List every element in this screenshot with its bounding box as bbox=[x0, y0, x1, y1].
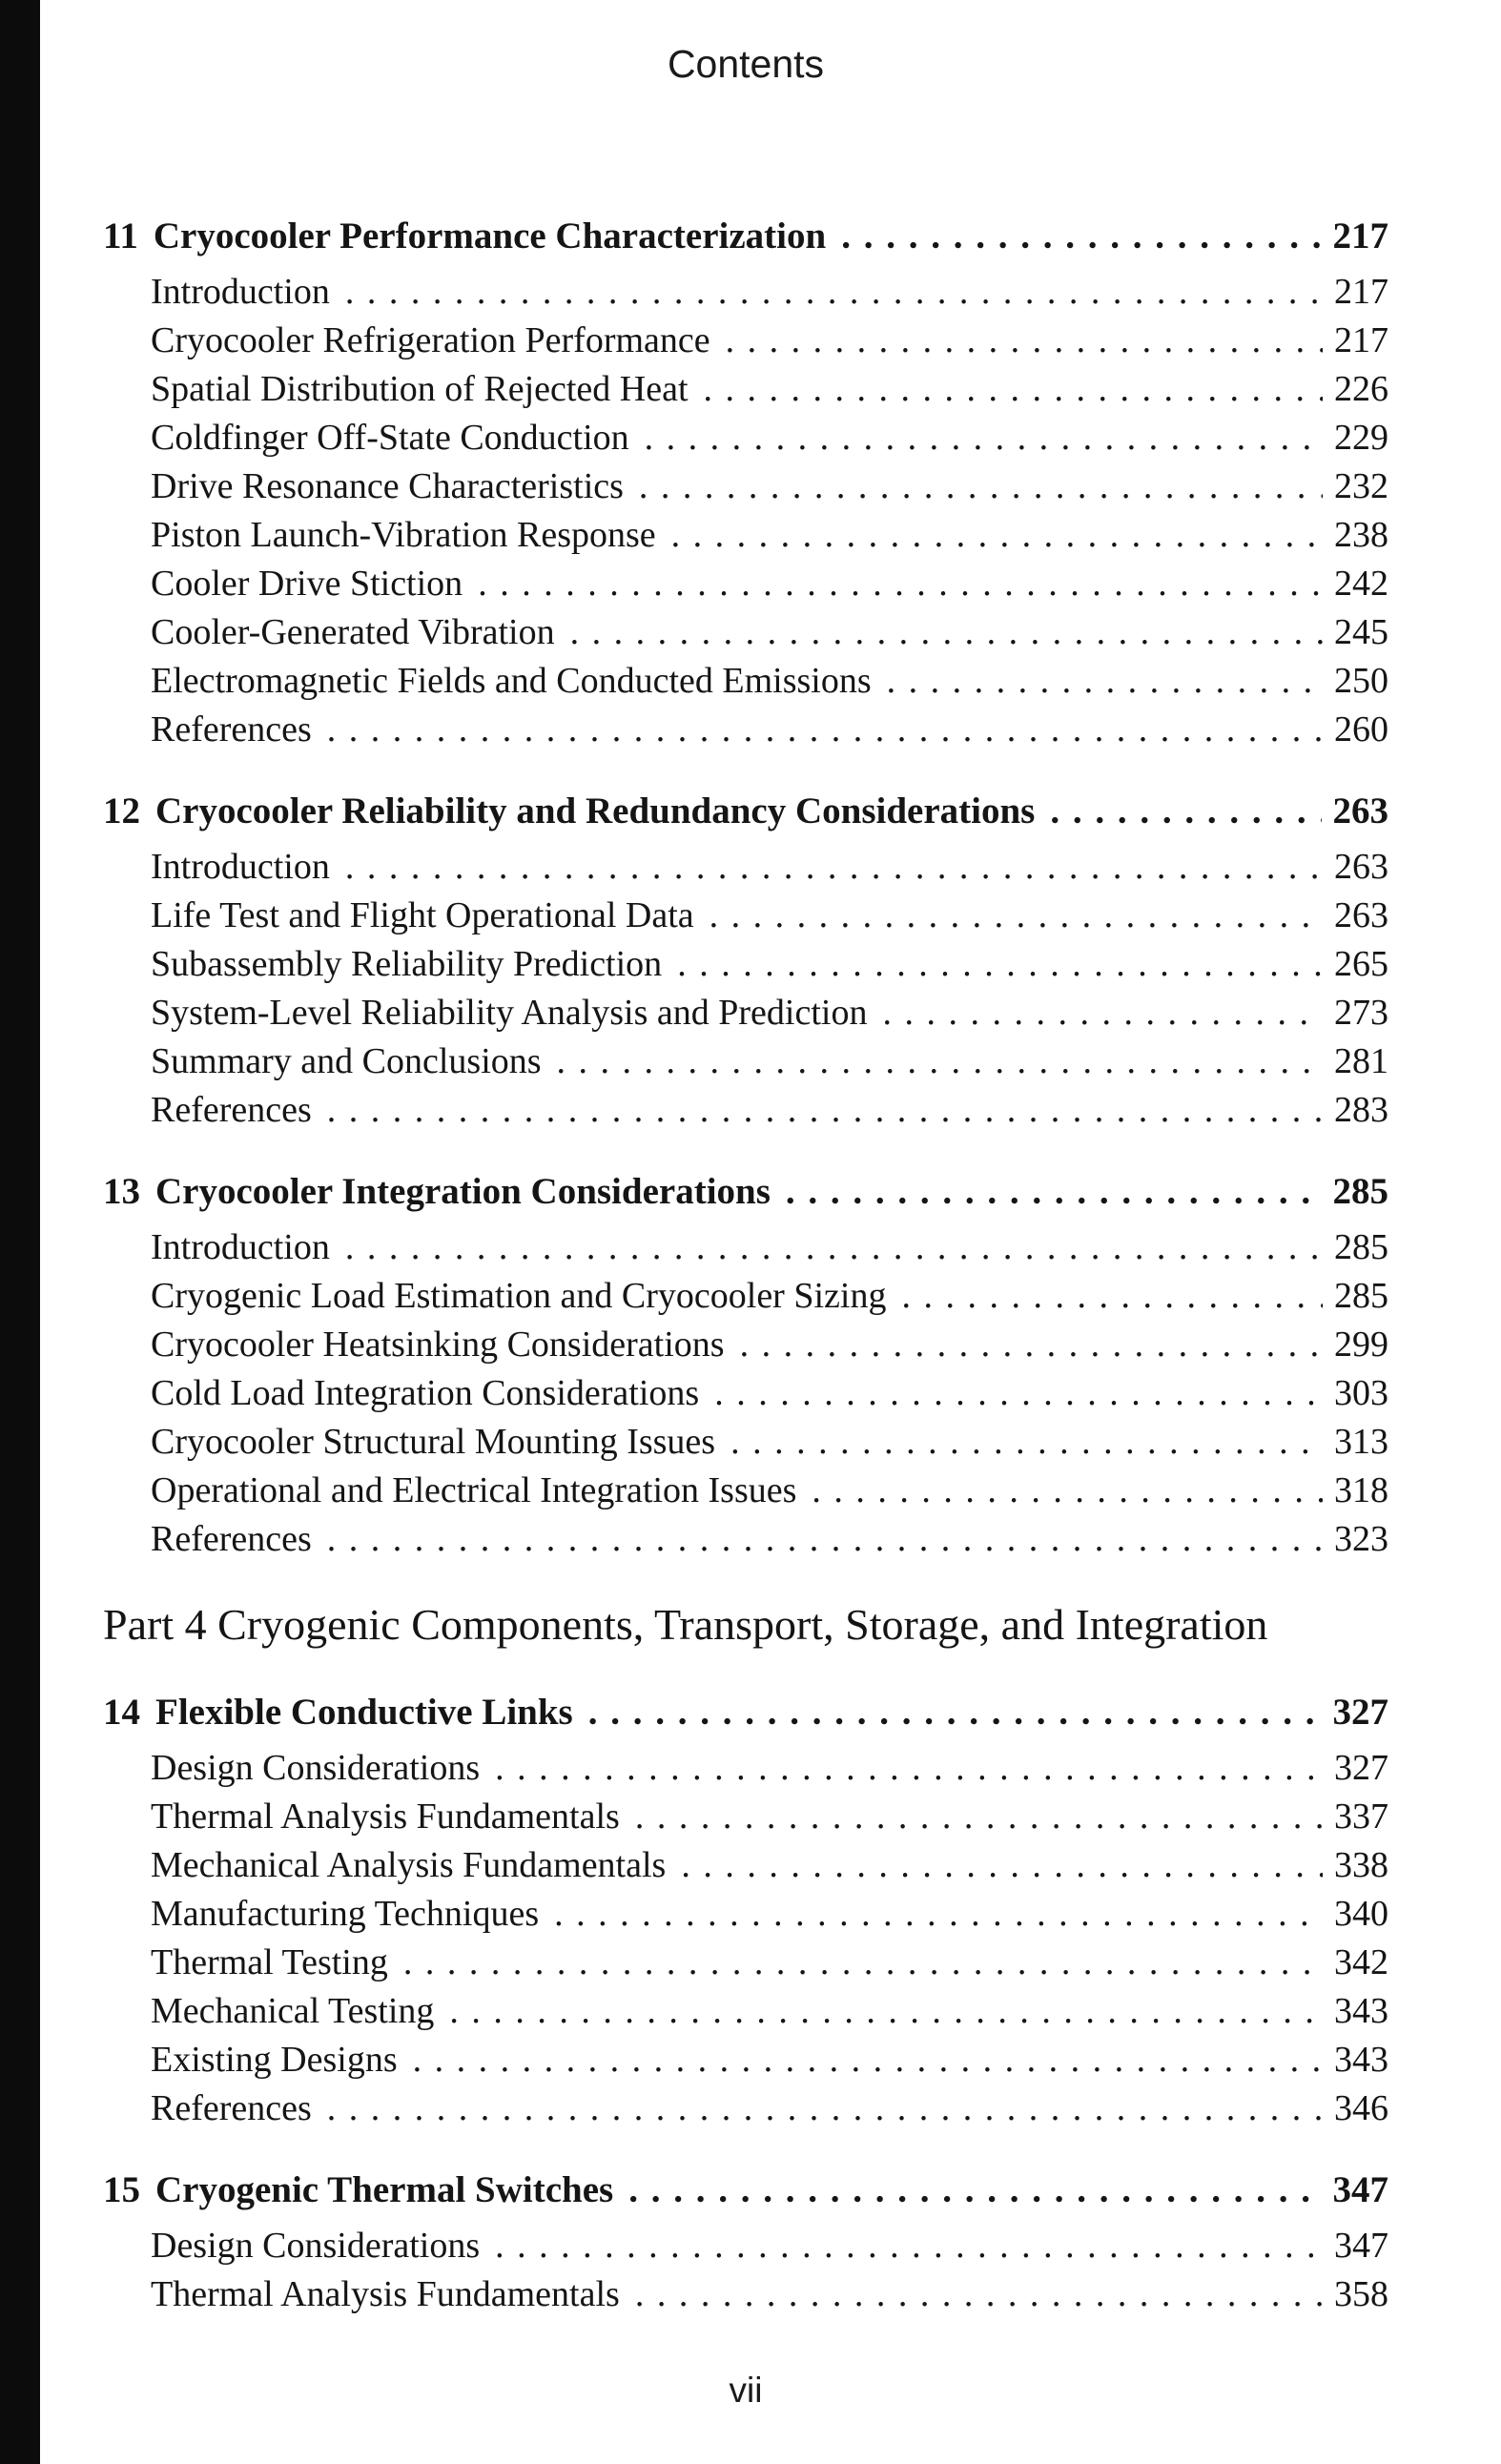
dot-leader-icon bbox=[841, 212, 1321, 260]
section-row bbox=[103, 608, 1388, 657]
section-row bbox=[103, 940, 1388, 989]
section-row bbox=[103, 1418, 1388, 1467]
entry-page-number: 303 bbox=[1334, 1373, 1388, 1413]
section-title: Operational and Electrical Integration Issues bbox=[151, 1470, 797, 1510]
section-row bbox=[103, 2036, 1388, 2084]
entry-page-number: 263 bbox=[1332, 791, 1388, 832]
dot-leader-icon bbox=[557, 1037, 1323, 1086]
section-title: Design Considerations bbox=[151, 1748, 481, 1788]
entry-page-number: 343 bbox=[1334, 1991, 1388, 2031]
section-title: References bbox=[151, 1090, 312, 1130]
dot-leader-icon bbox=[1050, 787, 1321, 835]
dot-leader-icon bbox=[786, 1167, 1322, 1216]
dot-leader-icon bbox=[403, 1939, 1323, 1987]
section-row bbox=[103, 657, 1388, 706]
dot-leader-icon bbox=[714, 1369, 1323, 1418]
chapter-title: Flexible Conductive Links bbox=[155, 1692, 573, 1733]
entry-page-number: 337 bbox=[1334, 1797, 1388, 1837]
section-row bbox=[103, 414, 1388, 462]
entry-page-number: 217 bbox=[1332, 216, 1388, 257]
section-title: Thermal Analysis Fundamentals bbox=[151, 1797, 620, 1837]
entry-page-number: 285 bbox=[1332, 1171, 1388, 1212]
dot-leader-icon bbox=[639, 462, 1323, 511]
entry-page-number: 263 bbox=[1334, 847, 1388, 887]
entry-page-number: 245 bbox=[1334, 612, 1388, 652]
dot-leader-icon bbox=[882, 989, 1323, 1037]
entry-page-number: 299 bbox=[1334, 1324, 1388, 1365]
section-row bbox=[103, 1793, 1388, 1841]
entry-page-number: 358 bbox=[1334, 2274, 1388, 2314]
section-row bbox=[103, 1086, 1388, 1135]
section-row bbox=[103, 1744, 1388, 1793]
chapter-row bbox=[103, 1688, 1388, 1736]
section-title: Life Test and Flight Operational Data bbox=[151, 895, 694, 935]
chapter-number: 11 bbox=[103, 216, 138, 257]
section-row bbox=[103, 2084, 1388, 2133]
entry-page-number: 343 bbox=[1334, 2040, 1388, 2080]
chapter-title: Cryocooler Reliability and Redundancy Considerations bbox=[155, 791, 1036, 832]
entry-page-number: 265 bbox=[1334, 944, 1388, 984]
dot-leader-icon bbox=[681, 1841, 1323, 1890]
section-title: Cooler Drive Stiction bbox=[151, 564, 463, 604]
entry-page-number: 217 bbox=[1334, 272, 1388, 312]
section-title: Drive Resonance Characteristics bbox=[151, 466, 624, 506]
entry-page-number: 313 bbox=[1334, 1422, 1388, 1462]
dot-leader-icon bbox=[677, 940, 1323, 989]
section-row bbox=[103, 1467, 1388, 1515]
dot-leader-icon bbox=[345, 843, 1323, 892]
entry-page-number: 285 bbox=[1334, 1227, 1388, 1267]
dot-leader-icon bbox=[635, 2270, 1323, 2319]
dot-leader-icon bbox=[704, 365, 1323, 414]
section-title: Manufacturing Techniques bbox=[151, 1894, 540, 1934]
section-title: References bbox=[151, 709, 312, 749]
section-row bbox=[103, 2270, 1388, 2319]
chapter-row bbox=[103, 787, 1388, 835]
section-title: Cryogenic Load Estimation and Cryocooler Sizing bbox=[151, 1276, 887, 1316]
dot-leader-icon bbox=[628, 2166, 1321, 2214]
section-title: References bbox=[151, 1519, 312, 1559]
chapter-block-12 bbox=[103, 787, 1388, 1135]
section-title: Cryocooler Structural Mounting Issues bbox=[151, 1422, 716, 1462]
contents-title: Contents bbox=[667, 42, 825, 86]
section-row bbox=[103, 892, 1388, 940]
dot-leader-icon bbox=[740, 1321, 1323, 1369]
entry-page-number: 232 bbox=[1334, 466, 1388, 506]
entry-page-number: 242 bbox=[1334, 564, 1388, 604]
entry-page-number: 238 bbox=[1334, 515, 1388, 555]
entry-page-number: 250 bbox=[1334, 661, 1388, 701]
dot-leader-icon bbox=[726, 317, 1323, 365]
section-title: Thermal Testing bbox=[151, 1942, 388, 1982]
dot-leader-icon bbox=[671, 511, 1323, 560]
section-title: System-Level Reliability Analysis and Prediction bbox=[151, 993, 868, 1033]
page-footer bbox=[103, 2371, 1388, 2411]
chapter-block-15 bbox=[103, 2166, 1388, 2319]
part-heading: Part 4 Cryogenic Components, Transport, Storage, and Integration bbox=[103, 1600, 1268, 1649]
section-row bbox=[103, 560, 1388, 608]
entry-page-number: 283 bbox=[1334, 1090, 1388, 1130]
dot-leader-icon bbox=[327, 1086, 1323, 1135]
section-title: Introduction bbox=[151, 272, 330, 312]
chapter-row bbox=[103, 212, 1388, 260]
section-row bbox=[103, 1515, 1388, 1564]
folio-page-number: vii bbox=[729, 2371, 763, 2410]
section-row bbox=[103, 1939, 1388, 1987]
section-title: Mechanical Analysis Fundamentals bbox=[151, 1845, 667, 1885]
dot-leader-icon bbox=[588, 1688, 1322, 1736]
section-row bbox=[103, 365, 1388, 414]
dot-leader-icon bbox=[495, 1744, 1323, 1793]
dot-leader-icon bbox=[570, 608, 1323, 657]
entry-page-number: 346 bbox=[1334, 2088, 1388, 2128]
entry-page-number: 281 bbox=[1334, 1041, 1388, 1081]
section-title: Introduction bbox=[151, 1227, 330, 1267]
section-title: Summary and Conclusions bbox=[151, 1041, 542, 1081]
section-title: Piston Launch-Vibration Response bbox=[151, 515, 656, 555]
dot-leader-icon bbox=[345, 1223, 1323, 1272]
section-row bbox=[103, 1987, 1388, 2036]
dot-leader-icon bbox=[730, 1418, 1323, 1467]
section-row bbox=[103, 989, 1388, 1037]
section-title: Cold Load Integration Considerations bbox=[151, 1373, 700, 1413]
section-title: Thermal Analysis Fundamentals bbox=[151, 2274, 620, 2314]
section-title: Subassembly Reliability Prediction bbox=[151, 944, 663, 984]
section-row bbox=[103, 1369, 1388, 1418]
chapter-number: 12 bbox=[103, 791, 140, 832]
section-title: Mechanical Testing bbox=[151, 1991, 435, 2031]
dot-leader-icon bbox=[635, 1793, 1323, 1841]
dot-leader-icon bbox=[554, 1890, 1323, 1939]
section-title: Cryocooler Refrigeration Performance bbox=[151, 320, 710, 360]
dot-leader-icon bbox=[327, 2084, 1323, 2133]
chapter-number: 15 bbox=[103, 2169, 140, 2210]
section-title: Cooler-Generated Vibration bbox=[151, 612, 555, 652]
entry-page-number: 318 bbox=[1334, 1470, 1388, 1510]
dot-leader-icon bbox=[887, 657, 1323, 706]
section-row bbox=[103, 317, 1388, 365]
entry-page-number: 260 bbox=[1334, 709, 1388, 749]
section-row bbox=[103, 462, 1388, 511]
dot-leader-icon bbox=[495, 2222, 1323, 2270]
section-row bbox=[103, 1037, 1388, 1086]
entry-page-number: 342 bbox=[1334, 1942, 1388, 1982]
chapter-title: Cryocooler Integration Considerations bbox=[155, 1171, 771, 1212]
entry-page-number: 327 bbox=[1334, 1748, 1388, 1788]
dot-leader-icon bbox=[709, 892, 1323, 940]
chapter-title: Cryogenic Thermal Switches bbox=[155, 2169, 614, 2210]
chapter-number: 14 bbox=[103, 1692, 140, 1733]
entry-page-number: 263 bbox=[1334, 895, 1388, 935]
section-title: References bbox=[151, 2088, 312, 2128]
entry-page-number: 340 bbox=[1334, 1894, 1388, 1934]
section-title: Cryocooler Heatsinking Considerations bbox=[151, 1324, 725, 1365]
dot-leader-icon bbox=[812, 1467, 1323, 1515]
chapter-row bbox=[103, 1167, 1388, 1216]
dot-leader-icon bbox=[327, 1515, 1323, 1564]
entry-page-number: 347 bbox=[1334, 2226, 1388, 2266]
entry-page-number: 347 bbox=[1332, 2169, 1388, 2210]
page-header bbox=[103, 42, 1388, 87]
dot-leader-icon bbox=[478, 560, 1323, 608]
chapter-title: Cryocooler Performance Characterization bbox=[153, 216, 827, 257]
dot-leader-icon bbox=[327, 706, 1323, 754]
entry-page-number: 323 bbox=[1334, 1519, 1388, 1559]
chapter-block-13 bbox=[103, 1167, 1388, 1564]
section-title: Introduction bbox=[151, 847, 330, 887]
section-title: Coldfinger Off-State Conduction bbox=[151, 418, 629, 458]
dot-leader-icon bbox=[645, 414, 1323, 462]
dot-leader-icon bbox=[345, 268, 1323, 317]
entry-page-number: 327 bbox=[1332, 1692, 1388, 1733]
dot-leader-icon bbox=[449, 1987, 1323, 2036]
section-row bbox=[103, 1890, 1388, 1939]
section-title: Spatial Distribution of Rejected Heat bbox=[151, 369, 689, 409]
section-row bbox=[103, 2222, 1388, 2270]
entry-page-number: 217 bbox=[1334, 320, 1388, 360]
scan-binding-edge bbox=[0, 0, 40, 2464]
chapter-block-14 bbox=[103, 1688, 1388, 2133]
entry-page-number: 229 bbox=[1334, 418, 1388, 458]
section-row bbox=[103, 1321, 1388, 1369]
toc bbox=[103, 212, 1388, 2319]
section-row bbox=[103, 706, 1388, 754]
chapter-number: 13 bbox=[103, 1171, 140, 1212]
chapter-block-11 bbox=[103, 212, 1388, 754]
section-row bbox=[103, 511, 1388, 560]
entry-page-number: 338 bbox=[1334, 1845, 1388, 1885]
dot-leader-icon bbox=[901, 1272, 1323, 1321]
section-row bbox=[103, 843, 1388, 892]
entry-page-number: 273 bbox=[1334, 993, 1388, 1033]
section-title: Existing Designs bbox=[151, 2040, 398, 2080]
section-row bbox=[103, 1223, 1388, 1272]
entry-page-number: 285 bbox=[1334, 1276, 1388, 1316]
section-row bbox=[103, 268, 1388, 317]
chapter-row bbox=[103, 2166, 1388, 2214]
section-row bbox=[103, 1272, 1388, 1321]
section-row bbox=[103, 1841, 1388, 1890]
section-title: Design Considerations bbox=[151, 2226, 481, 2266]
entry-page-number: 226 bbox=[1334, 369, 1388, 409]
dot-leader-icon bbox=[413, 2036, 1323, 2084]
section-title: Electromagnetic Fields and Conducted Emissions bbox=[151, 661, 872, 701]
